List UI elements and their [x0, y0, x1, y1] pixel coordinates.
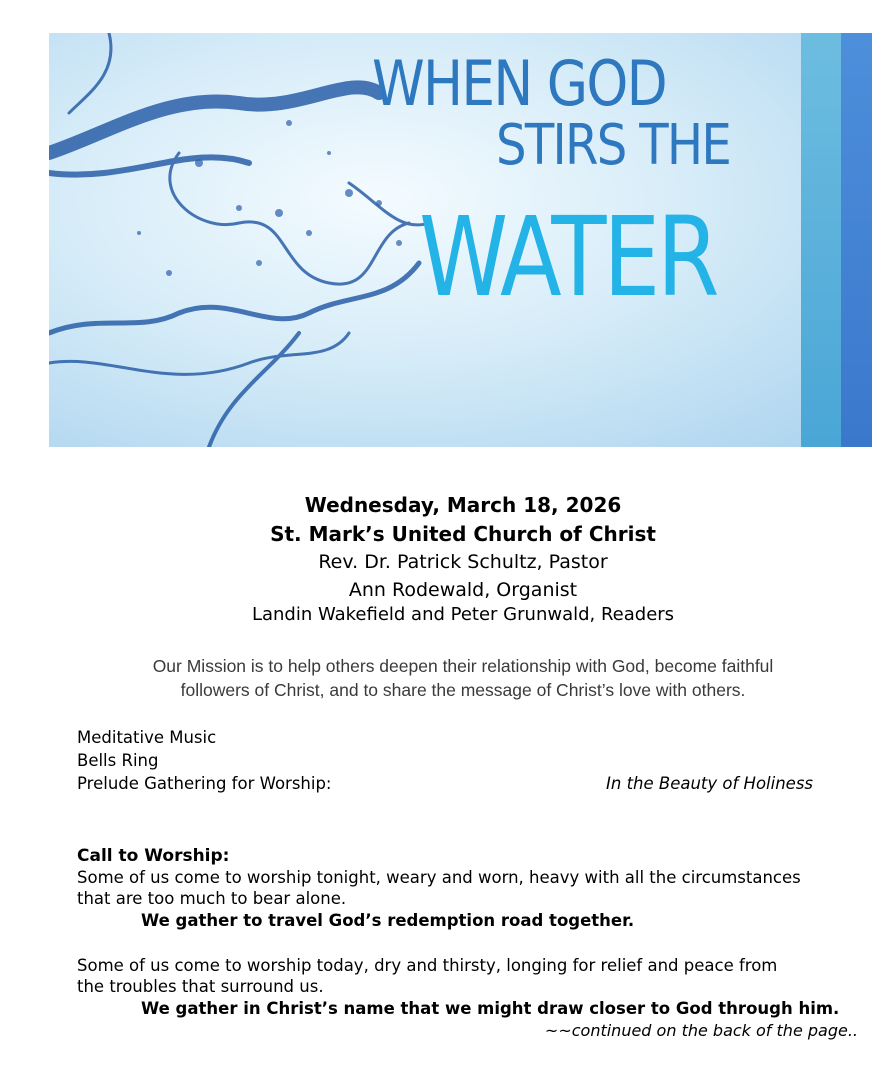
mission-line: Our Mission is to help others deepen their relationship with God, become faithful [152, 656, 774, 676]
congregation-response: We gather in Christ’s name that we might draw closer to God through him. [141, 999, 840, 1018]
mission-statement [60, 654, 866, 702]
banner-strip [841, 33, 872, 447]
liturgy-line: Some of us come to worship today, dry and thirsty, longing for relief and peace from [77, 956, 778, 975]
liturgy-line: Some of us come to worship tonight, weary and worn, heavy with all the circumstances [77, 868, 801, 887]
banner-title-line: STIRS THE [496, 113, 731, 178]
liturgy-line: that are too much to bear alone. [77, 889, 347, 908]
church-name: St. Mark’s United Church of Christ [270, 522, 656, 546]
congregation-response: We gather to travel God’s redemption road together. [141, 911, 635, 930]
readers: Landin Wakefield and Peter Grunwald, Readers [251, 604, 675, 625]
prelude-title: In the Beauty of Holiness [606, 774, 814, 793]
order-item: Meditative Music [77, 728, 217, 747]
service-date: Wednesday, March 18, 2026 [304, 493, 622, 517]
order-item: Bells Ring [77, 751, 159, 770]
order-item: Prelude Gathering for Worship: [77, 774, 332, 793]
organist: Ann Rodewald, Organist [348, 579, 578, 601]
banner-title-water: WATER [419, 193, 717, 321]
section-heading: Call to Worship: [77, 846, 230, 866]
continued-note: ~~continued on the back of the page.. [544, 1021, 858, 1040]
banner-image [49, 33, 872, 447]
liturgy-line: the troubles that surround us. [77, 977, 324, 996]
mission-line: followers of Christ, and to share the message of Christ’s love with others. [180, 680, 746, 700]
banner-strip [801, 33, 841, 447]
pastor: Rev. Dr. Patrick Schultz, Pastor [318, 551, 608, 573]
banner-title-line: WHEN GOD [372, 47, 666, 120]
